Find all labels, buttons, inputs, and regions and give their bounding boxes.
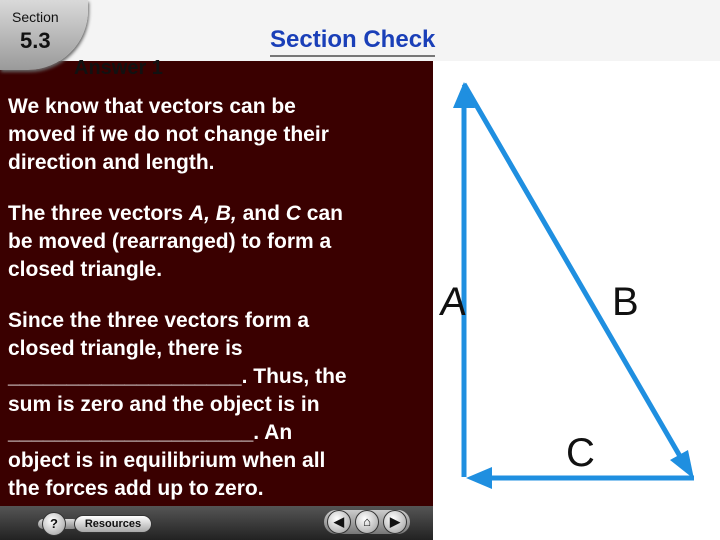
page-title: Section Check <box>270 26 435 57</box>
paragraph-1: We know that vectors can be moved if we do not change their direction and length. <box>8 95 329 174</box>
vector-c-arrowhead <box>466 467 492 489</box>
answer-label: Answer 1 <box>74 57 163 79</box>
vector-a-label: A <box>437 280 470 324</box>
vector-b-arrowhead <box>670 450 694 479</box>
vector-b-label: B <box>612 280 639 324</box>
back-arrow-icon: ◀ <box>334 514 344 529</box>
help-icon: ? <box>50 516 58 531</box>
vector-b-arrow <box>464 84 681 458</box>
back-button[interactable] <box>327 510 351 534</box>
resources-button[interactable]: Resources <box>74 515 152 533</box>
help-button[interactable] <box>42 512 66 536</box>
paragraph-2: The three vectors A, B, and C can be moved (rearranged) to form a closed triangle. <box>8 202 343 281</box>
vector-c-label: C <box>566 431 595 475</box>
section-label: Section <box>12 9 59 25</box>
home-icon: ⌂ <box>363 514 371 529</box>
forward-button[interactable] <box>383 510 407 534</box>
paragraph-3: Since the three vectors form a closed triangle, there is ____________________. Thus, the sum is zero and the object is in _____________________. An object is in equilibrium when all the forces add up to zero. <box>8 309 347 500</box>
section-number: 5.3 <box>20 28 51 53</box>
home-button[interactable] <box>355 510 379 534</box>
forward-arrow-icon: ▶ <box>390 514 400 529</box>
